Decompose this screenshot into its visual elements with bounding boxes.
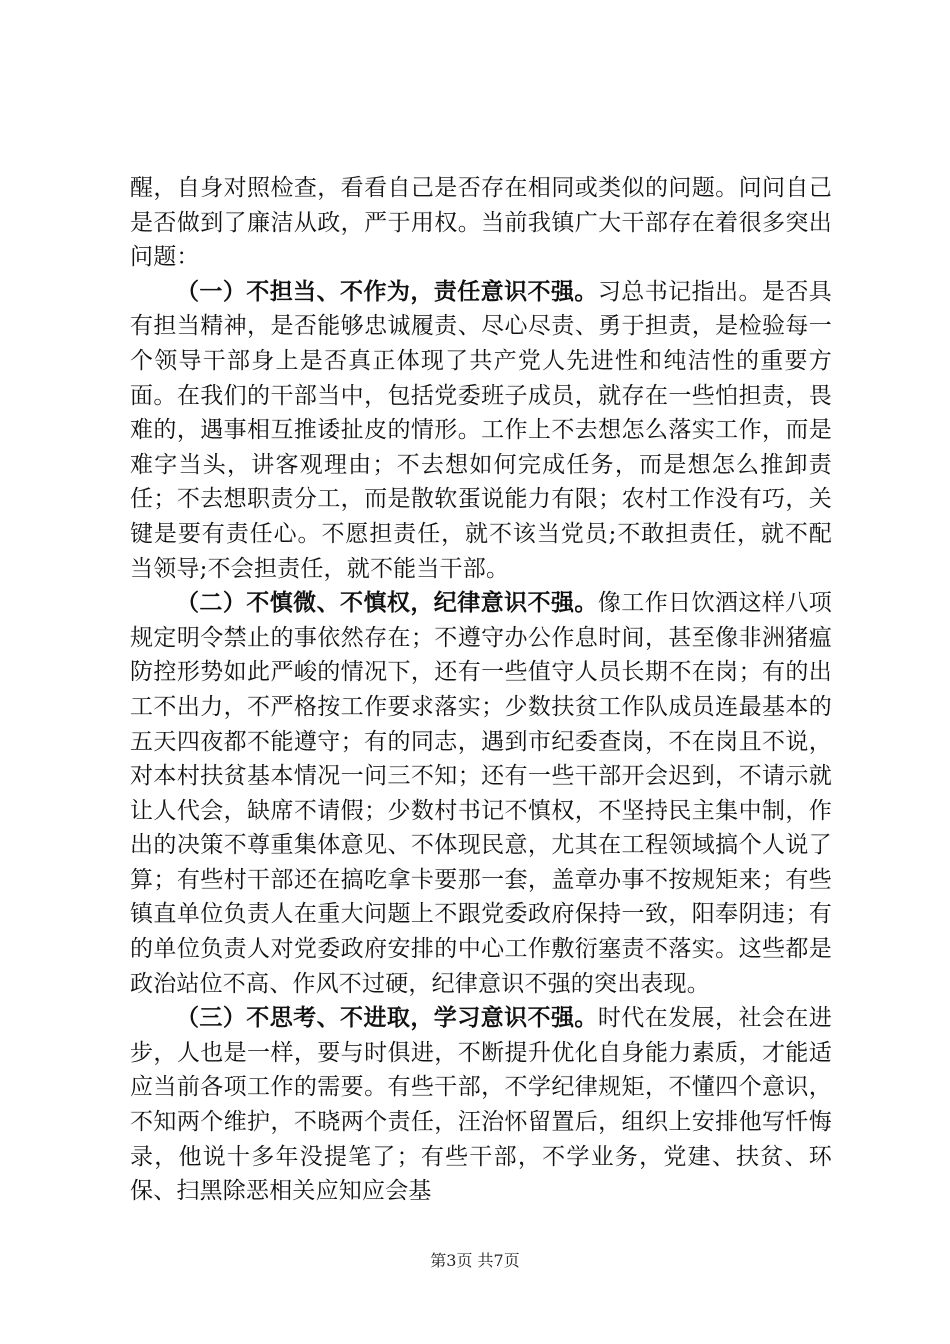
paragraph-section-2 bbox=[130, 586, 832, 1001]
paragraph-section-1 bbox=[130, 275, 832, 586]
document-body bbox=[130, 171, 832, 1209]
page-footer: 第3页 共7页 bbox=[430, 1251, 520, 1270]
paragraph-intro-text: 醒，自身对照检查，看看自己是否存在相同或类似的问题。问问自己是否做到了廉洁从政，严于用权。当前我镇广大干部存在着很多突出问题： bbox=[130, 175, 832, 271]
section-2-heading: （二）不慎微、不慎权，纪律意识不强。 bbox=[176, 589, 598, 617]
section-3-text: 时代在发展，社会在进步，人也是一样，要与时俱进，不断提升优化自身能力素质，才能适应当前各项工作的需要。有些干部，不学纪律规矩，不懂四个意识，不知两个维护，不晓两个责任，汪治怀留置后，组织上安排他写忏悔录，他说十多年没提笔了；有些干部，不学业务，党建、扶贫、环保、扫黑除恶相关应知应会基 bbox=[130, 1005, 833, 1205]
section-1-text: 习总书记指出。是否具有担当精神，是否能够忠诚履责、尽心尽责、勇于担责，是检验每一个领导干部身上是否真正体现了共产党人先进性和纯洁性的重要方面。在我们的干部当中，包括党委班子成员，就存在一些怕担责，畏难的，遇事相互推诿扯皮的情形。工作上不去想怎么落实工作，而是难字当头，讲客观理由；不去想如何完成任务，而是想怎么推卸责任；不去想职责分工，而是散软蛋说能力有限；农村工作没有巧，关键是要有责任心。不愿担责任，就不该当党员;不敢担责任，就不配当领导;不会担责任，就不能当干部。 bbox=[130, 278, 833, 582]
section-1-heading: （一）不担当、不作为，责任意识不强。 bbox=[176, 277, 598, 305]
section-2-text: 像工作日饮酒这样八项规定明令禁止的事依然存在；不遵守办公作息时间，甚至像非洲猪瘟防控形势如此严峻的情况下，还有一些值守人员长期不在岗；有的出工不出力，不严格按工作要求落实；少数扶贫工作队成员连最基本的五天四夜都不能遵守；有的同志，遇到市纪委查岗，不在岗且不说，对本村扶贫基本情况一问三不知；还有一些干部开会迟到，不请示就让人代会，缺席不请假；少数村书记不慎权，不坚持民主集中制，作出的决策不尊重集体意见、不体现民意，尤其在工程领域搞个人说了算；有些村干部还在搞吃拿卡要那一套，盖章办事不按规矩来；有些镇直单位负责人在重大问题上不跟党委政府保持一致，阳奉阴违；有的单位负责人对党委政府安排的中心工作敷衍塞责不落实。这些都是政治站位不高、作风不过硬，纪律意识不强的突出表现。 bbox=[130, 590, 833, 997]
paragraph-section-3 bbox=[130, 1001, 832, 1209]
paragraph-intro bbox=[130, 171, 832, 275]
section-3-heading: （三）不思考、不进取，学习意识不强。 bbox=[176, 1004, 598, 1032]
